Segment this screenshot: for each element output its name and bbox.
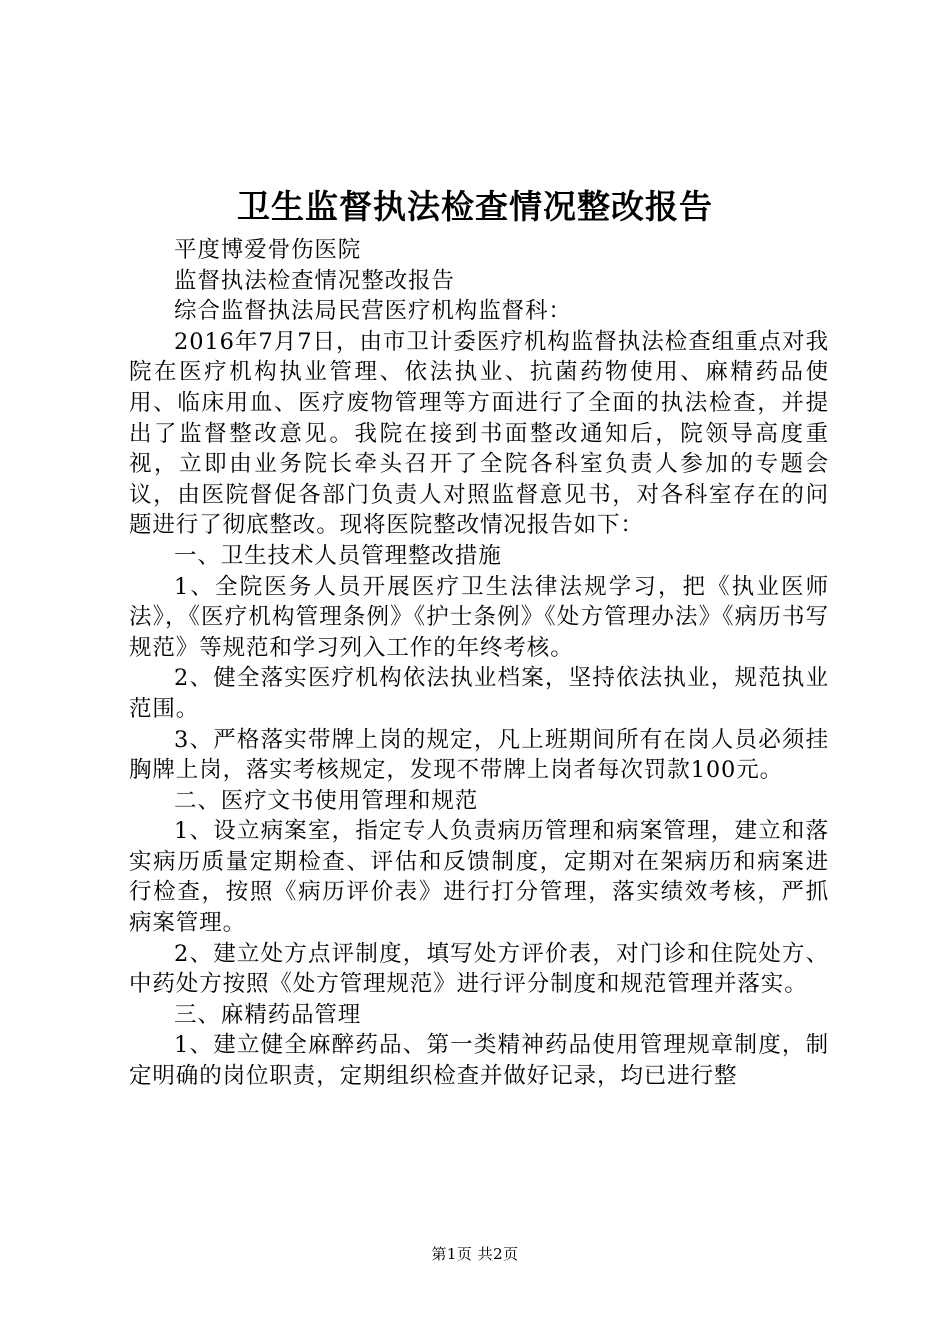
paragraph-item: 1、设立病案室，指定专人负责病历管理和病案管理，建立和落实病历质量定期检查、评估和反馈制度，定期对在架病历和病案进行检查，按照《病历评价表》进行打分管理，落实绩效考核，严抓病案管理。	[129, 818, 829, 937]
document-title: 卫生监督执法检查情况整改报告	[237, 187, 713, 226]
section-heading-2: 二、医疗文书使用管理和规范	[174, 787, 479, 814]
paragraph-item: 2、建立处方点评制度，填写处方评价表，对门诊和住院处方、中药处方按照《处方管理规范》进行评分制度和规范管理并落实。	[129, 940, 829, 998]
paragraph-item: 2、健全落实医疗机构依法执业档案，坚持依法执业，规范执业范围。	[129, 665, 829, 722]
page-number-footer: 第1页 共2页	[431, 1245, 519, 1263]
paragraph-hospital-name: 平度博爱骨伤医院	[174, 237, 362, 263]
paragraph-item: 3、严格落实带牌上岗的规定，凡上班期间所有在岗人员必须挂胸牌上岗，落实考核规定，发现不带牌上岗者每次罚款100元。	[129, 726, 829, 784]
paragraph-report-subtitle: 监督执法检查情况整改报告	[174, 267, 455, 294]
paragraph-item: 1、建立健全麻醉药品、第一类精神药品使用管理规章制度，制定明确的岗位职责，定期组织检查并做好记录，均已进行整	[129, 1032, 829, 1090]
section-heading-3: 三、麻精药品管理	[174, 1001, 362, 1028]
document-body	[129, 235, 829, 1092]
section-heading-1: 一、卫生技术人员管理整改措施	[174, 542, 502, 569]
paragraph-recipient: 综合监督执法局民营医疗机构监督科：	[174, 298, 572, 325]
paragraph-item: 1、全院医务人员开展医疗卫生法律法规学习，把《执业医师法》，《医疗机构管理条例》《护士条例》《处方管理办法》《病历书写规范》等规范和学习列入工作的年终考核。	[129, 573, 829, 661]
paragraph-introduction: 2016年7月7日，由市卫计委医疗机构监督执法检查组重点对我院在医疗机构执业管理、依法执业、抗菌药物使用、麻精药品使用、临床用血、医疗废物管理等方面进行了全面的执法检查，并提出了监督整改意见。我院在接到书面整改通知后，院领导高度重视，立即由业务院长牵头召开了全院各科室负责人参加的专题会议，由医院督促各部门负责人对照监督意见书，对各科室存在的问题进行了彻底整改。现将医院整改情况报告如下：	[129, 328, 829, 539]
